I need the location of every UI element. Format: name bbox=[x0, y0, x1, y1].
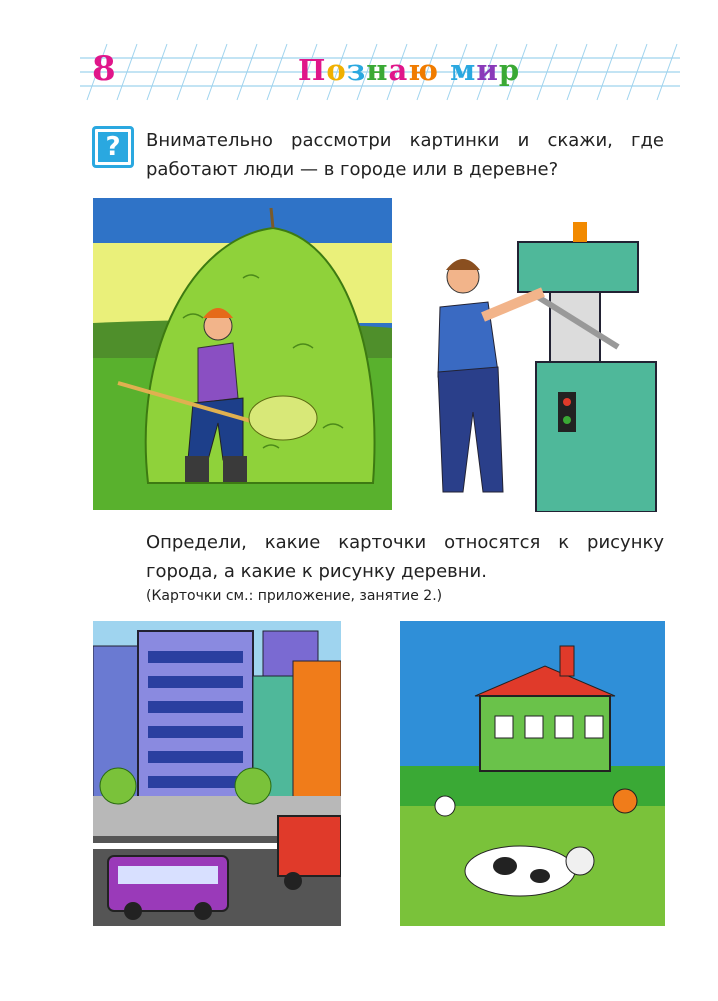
question-glyph: ? bbox=[98, 132, 128, 162]
village-scene-picture bbox=[400, 621, 665, 926]
city-scene-picture bbox=[93, 621, 341, 926]
title-letter: з bbox=[346, 53, 367, 87]
title-letter: о bbox=[326, 53, 347, 87]
title-letter: м bbox=[450, 53, 477, 87]
title-letter: р bbox=[498, 53, 521, 87]
task-question-text: Внимательно рассмотри картинки и скажи, где работают люди — в городе или в деревне? bbox=[146, 130, 664, 180]
cards-note: (Карточки см.: приложение, занятие 2.) bbox=[146, 588, 443, 604]
title-letter: а bbox=[388, 53, 409, 87]
title-letter bbox=[439, 53, 450, 87]
city-worker-picture bbox=[418, 212, 665, 512]
page-header bbox=[0, 40, 718, 110]
title-letter: н bbox=[366, 53, 389, 87]
task-classify-text: Определи, какие карточки относятся к рисунку города, а какие к рисунку деревни. bbox=[146, 532, 664, 582]
title-letter: П bbox=[298, 53, 327, 87]
page-number: 8 bbox=[92, 49, 116, 89]
village-worker-picture bbox=[93, 198, 392, 510]
question-mark-icon bbox=[92, 126, 134, 168]
title-letter: ю bbox=[408, 53, 440, 87]
page-title bbox=[298, 53, 521, 87]
title-letter: и bbox=[476, 53, 499, 87]
